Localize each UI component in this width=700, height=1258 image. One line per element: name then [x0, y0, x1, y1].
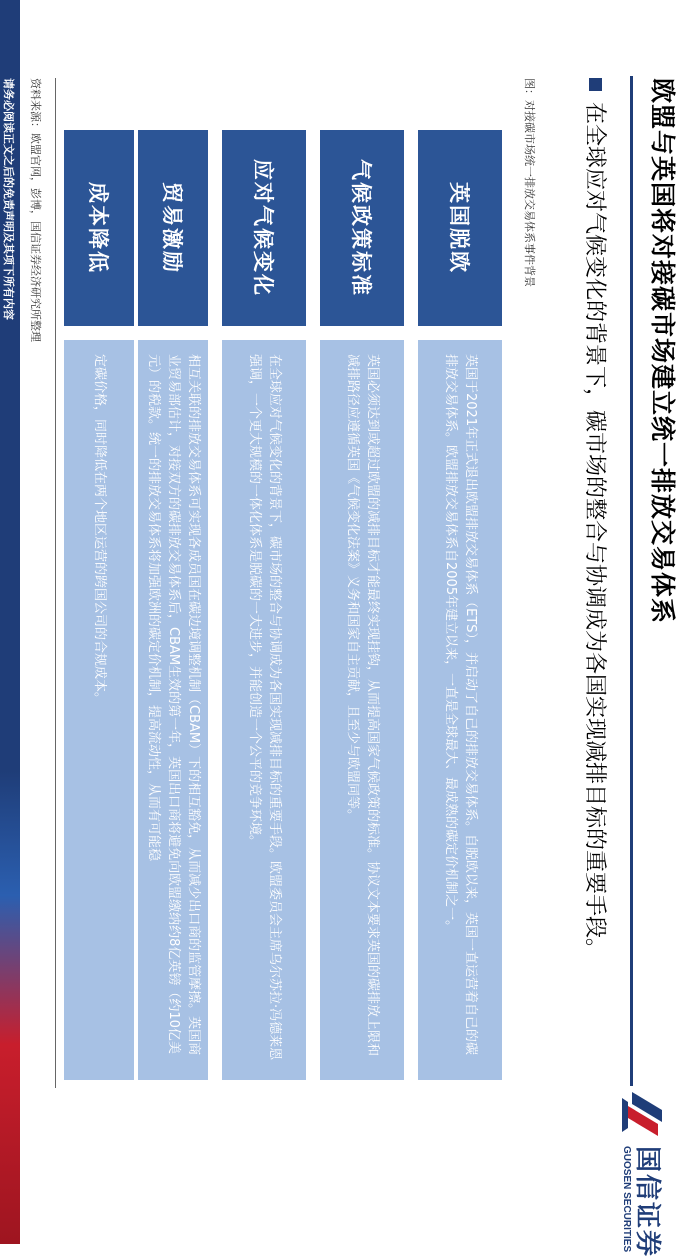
- row-text-content: 英国必须达到或超过欧盟的减排目标才能最终实现挂钩，从而提高国家气候政策的标准。协议文本要求英国的碳排放上限和减排路径应遵循英国《气候变化法案》义务和国家自主贡献，且至少与欧盟同等。: [345, 354, 380, 1057]
- row-text-climate-policy: [320, 340, 404, 1080]
- source-note: 资料来源：欧盟官网，彭博，国信证券经济研究所整理: [29, 78, 42, 342]
- row-text-trade-incentive: [138, 340, 208, 1080]
- bullet-square-icon: [589, 78, 602, 91]
- row-label-trade-incentive: 贸易激励: [138, 130, 208, 326]
- row-text-cost-reduction: [64, 340, 134, 1080]
- brand-logo: [610, 1088, 672, 1258]
- row-text-content: 相互关联的排放交易体系可实现各成员国在碳边境调整机制（CBAM）下的相互豁免，从而减少出口商的监管摩擦。英国商业贸易部估计，对接双方的碳排放交易体系后，CBAM生效的第一年，英国出口商将避免向欧盟缴纳约8亿英镑（约10亿美元）的税款。统一的排放交易体系将加强欧洲的碳定价机制，提高流动性，从而有可能稳: [146, 354, 201, 1056]
- brand-name-en: GUOSEN SECURITIES: [621, 1146, 632, 1253]
- row-label-brexit: 英国脱欧: [418, 130, 502, 326]
- row-text-content: 英国于2021年正式退出欧盟排放交易体系（ETS），并启动了自己的排放交易体系。自脱欧以来，英国一直运营着自己的碳排放交易体系。欧盟排放交易体系自2005年建立以来，一直是全球最大、最成熟的碳定价机制之一。: [443, 354, 478, 1055]
- brand-name-cn: 国信证券: [632, 1146, 662, 1258]
- subtitle: 在全球应对气候变化的背景下，碳市场的整合与协调成为各国实现减排目标的重要手段。: [582, 102, 607, 961]
- guosen-logo-icon: [616, 1088, 668, 1140]
- page-title: 欧盟与英国将对接碳市场建立统一排放交易体系: [648, 78, 677, 625]
- row-text-content: 在全球应对气候变化的背景下，碳市场的整合与协调成为各国实现减排目标的重要手段。欧盟委员会主席乌尔苏拉·冯德莱恩强调，一个更大规模的一体化体系是脱碳的一大进步，并能创造一个公平的竞争环境。: [247, 354, 282, 1061]
- row-label-climate-policy: 气候政策标准: [320, 130, 404, 326]
- row-text-climate-change: [222, 340, 306, 1080]
- row-text-brexit: [418, 340, 502, 1080]
- bottom-divider: [55, 78, 56, 1088]
- disclaimer-text: 请务必阅读正文之后的免责声明及其项下所有内容: [2, 78, 15, 320]
- figure-caption: 图：对接碳市场统一排放交易体系事件背景: [523, 78, 536, 287]
- row-label-climate-change: 应对气候变化: [222, 130, 306, 326]
- title-underline: [630, 76, 633, 1086]
- row-text-content: 定碳价格，同时降低在两个地区运营的跨国公司的合规成本。: [92, 354, 107, 706]
- row-label-cost-reduction: 成本降低: [64, 130, 134, 326]
